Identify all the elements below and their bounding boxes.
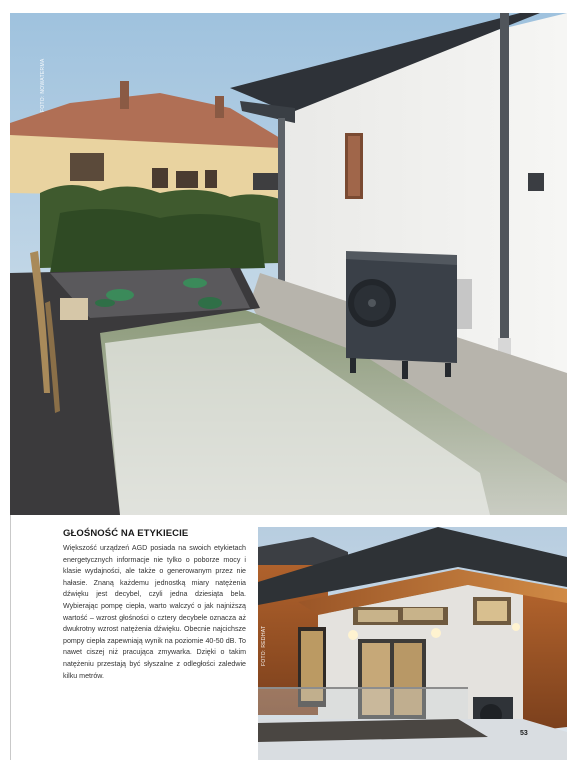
bottom-photo-credit: FOTO: REDHAT	[261, 625, 267, 666]
modern-house-photo	[258, 527, 567, 760]
article-column	[63, 528, 246, 682]
column-divider	[10, 515, 11, 760]
page-number: 53	[520, 730, 528, 737]
article-body: Większość urządzeń AGD posiada na swoich etykietach energetycznych informacje nie tylko o poborze mocy i klasie wydajności, ale także o generowanym przez nie hałasie. Znaną każdemu jednostką miary natężenia dźwięku jest decybel, czyli jedna dziesiąta bela. Wybierając pompę ciepła, warto walczyć o jak najniższą wartość – wzrost głośności o cztery decybele oznacza aż dwukrotny wzrost natężenia dźwięku. Obecnie najcichsze pompy ciepła zapewniają wynik na poziomie 40-50 dB. To nawet ciszej niż pracująca zmywarka. Dzięki o takim natężeniu przestają być słyszalne z odległości zaledwie kilku metrów.	[63, 544, 246, 680]
top-photo-credit: FOTO: NOWATERMA	[40, 58, 46, 112]
article-heading: GŁOŚNOŚĆ NA ETYKIECIE	[63, 528, 189, 539]
heat-pump-garden-photo	[10, 13, 567, 515]
